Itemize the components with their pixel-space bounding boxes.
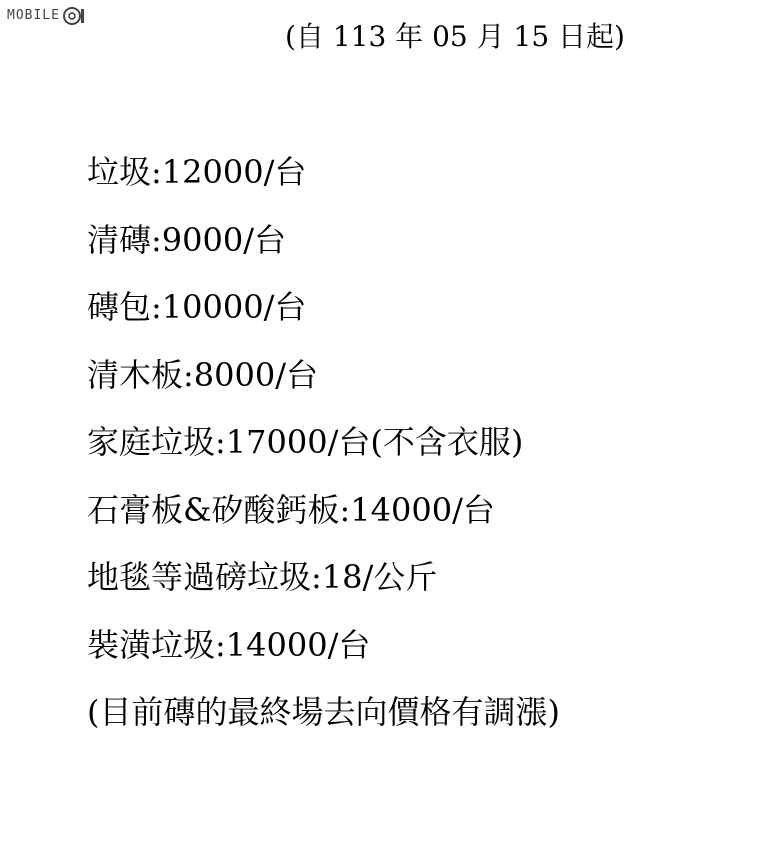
price-list — [87, 150, 560, 758]
price-item-carpet-weighed: 地毯等過磅垃圾:18/公斤 — [87, 558, 438, 596]
price-item-bricks: 清磚:9000/台 — [87, 220, 287, 259]
watermark — [7, 6, 86, 26]
price-item-household-garbage: 家庭垃圾:17000/台(不含衣服) — [87, 423, 524, 461]
price-item-renovation-garbage: 裝潢垃圾:14000/台 — [87, 625, 371, 664]
mobile01-logo-icon — [62, 6, 86, 26]
price-item-brick-bags: 磚包:10000/台 — [87, 288, 307, 326]
effective-date: (自 113 年 05 月 15 日起) — [285, 20, 625, 53]
watermark-text: MOBILE — [7, 8, 60, 23]
price-item-gypsum-board: 石膏板&矽酸鈣板:14000/台 — [87, 490, 495, 529]
price-item-garbage: 垃圾:12000/台 — [87, 153, 307, 191]
price-item-wood-boards: 清木板:8000/台 — [87, 355, 319, 394]
price-note: (目前磚的最終場去向價格有調漲) — [87, 693, 560, 731]
